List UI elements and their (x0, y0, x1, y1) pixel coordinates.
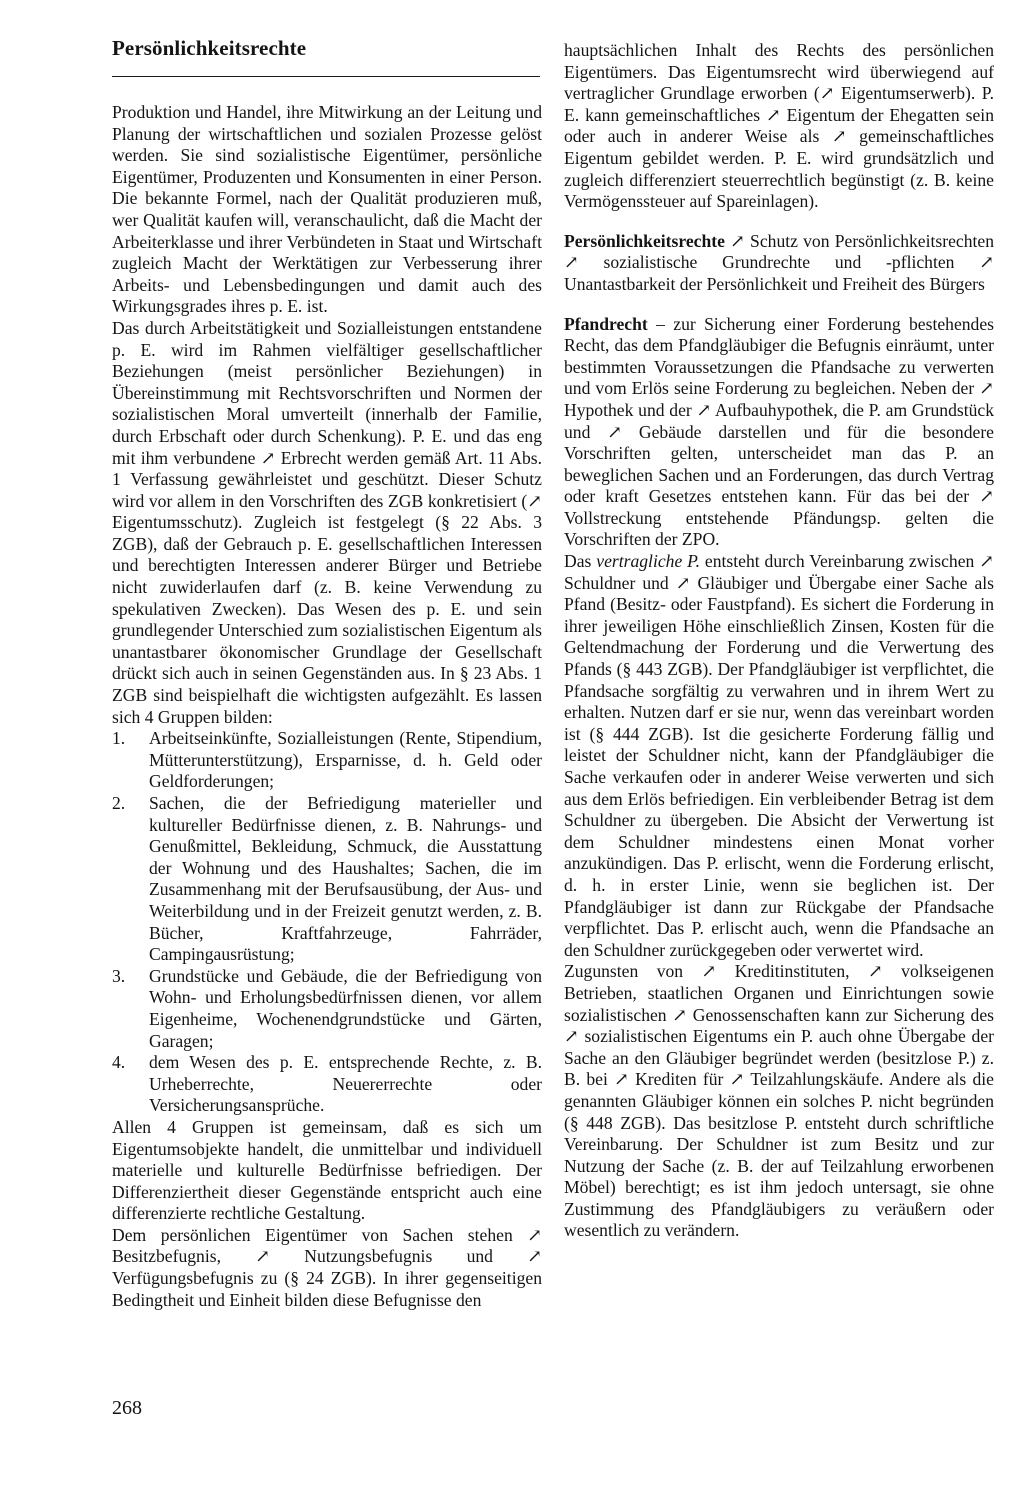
paragraph: Dem persönlichen Eigentümer von Sachen stehen ↗ Besitzbefugnis, ↗ Nutzungsbefugnis und ↗ Verfügungsbefugnis zu (§ 24 ZGB). In ihrer gegenseitigen Bedingtheit und Einheit bilden diese Befugnisse den (112, 1224, 542, 1310)
list-item (112, 966, 542, 1052)
paragraph (564, 551, 994, 961)
running-header-title: Persönlichkeitsrechte (112, 36, 307, 60)
entry-headword: Persönlichkeitsrechte (564, 230, 725, 251)
entry-text: ↗ Schutz von Persönlichkeitsrechten ↗ sozialistische Grundrechte und -pflichten ↗ Unantastbarkeit der Persönlichkeit und Freiheit des Bürgers (564, 230, 994, 294)
list-item-text: dem Wesen des p. E. entsprechende Rechte, z. B. Urheberrechte, Neuererrechte oder Versicherungsansprüche. (149, 1052, 542, 1116)
list-item-text: Grundstücke und Gebäude, die der Befriedigung von Wohn- und Erholungsbedürfnissen dienen, vor allem Eigenheime, Wochenendgrundstücke und Gärten, Garagen; (149, 965, 542, 1051)
entry-headword: Pfandrecht (564, 313, 648, 334)
paragraph: hauptsächlichen Inhalt des Rechts des persönlichen Eigentümers. Das Eigentumsrecht wird überwiegend auf vertraglicher Grundlage erworben (↗ Eigentumserwerb). P. E. kann gemeinschaftliches ↗ Eigentum der Ehegatten sein oder auch in anderer Weise als ↗ gemeinschaftliches Eigentum gebildet werden. P. E. wird grundsätzlich und zugleich differenziert steuerrechtlich begünstigt (z. B. keine Vermögenssteuer auf Spareinlagen). (564, 40, 994, 212)
paragraph: Zugunsten von ↗ Kreditinstituten, ↗ volkseigenen Betrieben, staatlichen Organen und Einrichtungen sowie sozialistischen ↗ Genossenschaften kann zur Sicherung des ↗ sozialistischen Eigentums ein P. auch ohne Übergabe der Sache an den Gläubiger begründet werden (besitzlose P.) z. B. bei ↗ Krediten für ↗ Teilzahlungskäufe. Andere als die genannten Gläubiger können ein solches P. nicht begründen (§ 448 ZGB). Das besitzlose P. entsteht durch schriftliche Vereinbarung. Der Schuldner ist zum Besitz und zur Nutzung der Sache (z. B. der auf Teilzahlung erworbenen Möbel) berechtigt; es ist ihm jedoch untersagt, sie ohne Zustimmung des Pfandgläubigers zu veräußern oder wesentlich zu verändern. (564, 961, 994, 1241)
list-number: 3. (112, 965, 126, 986)
paragraph: Das durch Arbeitstätigkeit und Sozialleistungen entstandene p. E. wird im Rahmen vielfältiger gesellschaftlicher Beziehungen (meist persönlicher Beziehungen) in Übereinstimmung mit Rechtsvorschriften und Normen der sozialistischen Moral umverteilt (innerhalb der Familie, durch Erbschaft oder durch Schenkung). P. E. und das eng mit ihm verbundene ↗ Erbrecht werden gemäß Art. 11 Abs. 1 Verfassung gewährleistet und geschützt. Dieser Schutz wird vor allem in den Vorschriften des ZGB konkretisiert (↗ Eigentumsschutz). Zugleich ist festgelegt (§ 22 Abs. 3 ZGB), daß der Gebrauch p. E. gesellschaftlichen Interessen und berechtigten Interessen anderer Bürger und Betriebe nicht zuwiderlaufen darf (z. B. keine Verwendung zu spekulativen Zwecken). Das Wesen des p. E. und sein grundlegender Unterschied zum sozialistischen Eigentum als unantastbarer ökonomischer Grundlage der Gesellschaft drückt sich auch in seinen Gegenständen aus. In § 23 Abs. 1 ZGB sind beispielhaft die wichtigsten aufgezählt. Es lassen sich 4 Gruppen bilden: (112, 317, 542, 727)
entry-text: – zur Sicherung einer Forderung bestehendes Recht, das dem Pfandgläubiger die Befugnis einräumt, unter bestimmten Voraussetzungen die Pfandsache zu verwerten und vom Erlös seine Forderung zu begleichen. Neben der ↗ Hypothek und der ↗ Aufbauhypothek, die P. am Grundstück und ↗ Gebäude darstellen und für die besondere Vorschriften gelten, unterscheidet man das P. an beweglichen Sachen und an Forderungen, das durch Vertrag oder kraft Gesetzes entstehen kann. Für das bei der ↗ Vollstreckung entstehende Pfändungsp. gelten die Vorschriften der ZPO. (564, 313, 994, 550)
dictionary-entry-pfandrecht (564, 314, 994, 552)
paragraph-text: Das (564, 551, 597, 572)
list-item (112, 1052, 542, 1117)
left-column (112, 102, 542, 1311)
list-item-text: Sachen, die der Befriedigung materieller und kultureller Bedürfnisse dienen, z. B. Nahrungs- und Genußmittel, Bekleidung, Schmuck, die Ausstattung der Wohnung und des Haushaltes; Sachen, die im Zusammenhang mit der Berufsausübung, der Aus- und Weiterbildung und in der Freizeit genutzt werden, z. B. Bücher, Kraftfahrzeuge, Fahrräder, Campingausrüstung; (149, 793, 542, 965)
list-item-text: Arbeitseinkünfte, Sozialleistungen (Rente, Stipendium, Mütterunterstützung), Ersparnisse, d. h. Geld oder Geldforderungen; (149, 728, 542, 792)
list-item (112, 793, 542, 966)
entry-spacer (564, 296, 994, 314)
paragraph-text: entsteht durch Vereinbarung zwischen ↗ Schuldner und ↗ Gläubiger und Übergabe einer Sache als Pfand (Besitz- oder Faustpfand). Es sichert die Forderung in ihrer jeweiligen Höhe einschließlich Zinsen, Kosten für die Geltendmachung der Forderung und die Verwertung des Pfands (§ 443 ZGB). Der Pfandgläubiger ist verpflichtet, die Pfandsache sorgfältig zu verwahren und in ihrem Wert zu erhalten. Nutzen darf er sie nur, wenn das vereinbart worden ist (§ 444 ZGB). Ist die gesicherte Forderung fällig und leistet der Schuldner nicht, kann der Pfandgläubiger die Sache verkaufen oder in anderer Weise verwerten und sich aus dem Erlös befriedigen. Ein verbleibender Betrag ist dem Schuldner zu übergeben. Die Absicht der Verwertung ist dem Schuldner mindestens einen Monat vorher anzukündigen. Das P. erlischt, wenn die Forderung erlischt, d. h. in erster Linie, wenn sie beglichen ist. Der Pfandgläubiger ist dann zur Rückgabe der Pfandsache verpflichtet. Das P. erlischt auch, wenn die Pfandsache an den Schuldner zurückgegeben oder verwertet wird. (564, 551, 994, 960)
right-column (564, 40, 994, 1242)
list-number: 1. (112, 728, 126, 749)
entry-spacer (564, 213, 994, 231)
paragraph: Allen 4 Gruppen ist gemeinsam, daß es sich um Eigentumsobjekte handelt, die unmittelbar und individuell materielle und kulturelle Bedürfnisse befriedigen. Der Differenziertheit dieser Gegenstände entspricht auch eine differenzierte rechtliche Gestaltung. (112, 1116, 542, 1224)
list-item (112, 728, 542, 793)
header-rule (112, 76, 540, 77)
list-number: 2. (112, 793, 126, 813)
numbered-list (112, 728, 542, 1117)
italic-term: vertragliche P. (596, 551, 701, 572)
page-number: 268 (112, 1397, 142, 1419)
dictionary-entry-persoenlichkeitsrechte (564, 231, 994, 296)
paragraph: Produktion und Handel, ihre Mitwirkung an der Leitung und Planung der wirtschaftlichen und sozialen Prozesse gelöst werden. Sie sind sozialistische Eigentümer, persönliche Eigentümer, Produzenten und Konsumenten in einer Person. Die bekannte Formel, nach der Qualität produzieren muß, wer Qualität kaufen will, veranschaulicht, daß die Macht der Arbeiterklasse und ihrer Verbündeten in Staat und Wirtschaft zugleich Macht der Werktätigen zur Verbesserung ihrer Arbeits- und Lebensbedingungen und damit auch des Wirkungsgrades ihres p. E. ist. (112, 102, 542, 317)
list-number: 4. (112, 1052, 126, 1073)
